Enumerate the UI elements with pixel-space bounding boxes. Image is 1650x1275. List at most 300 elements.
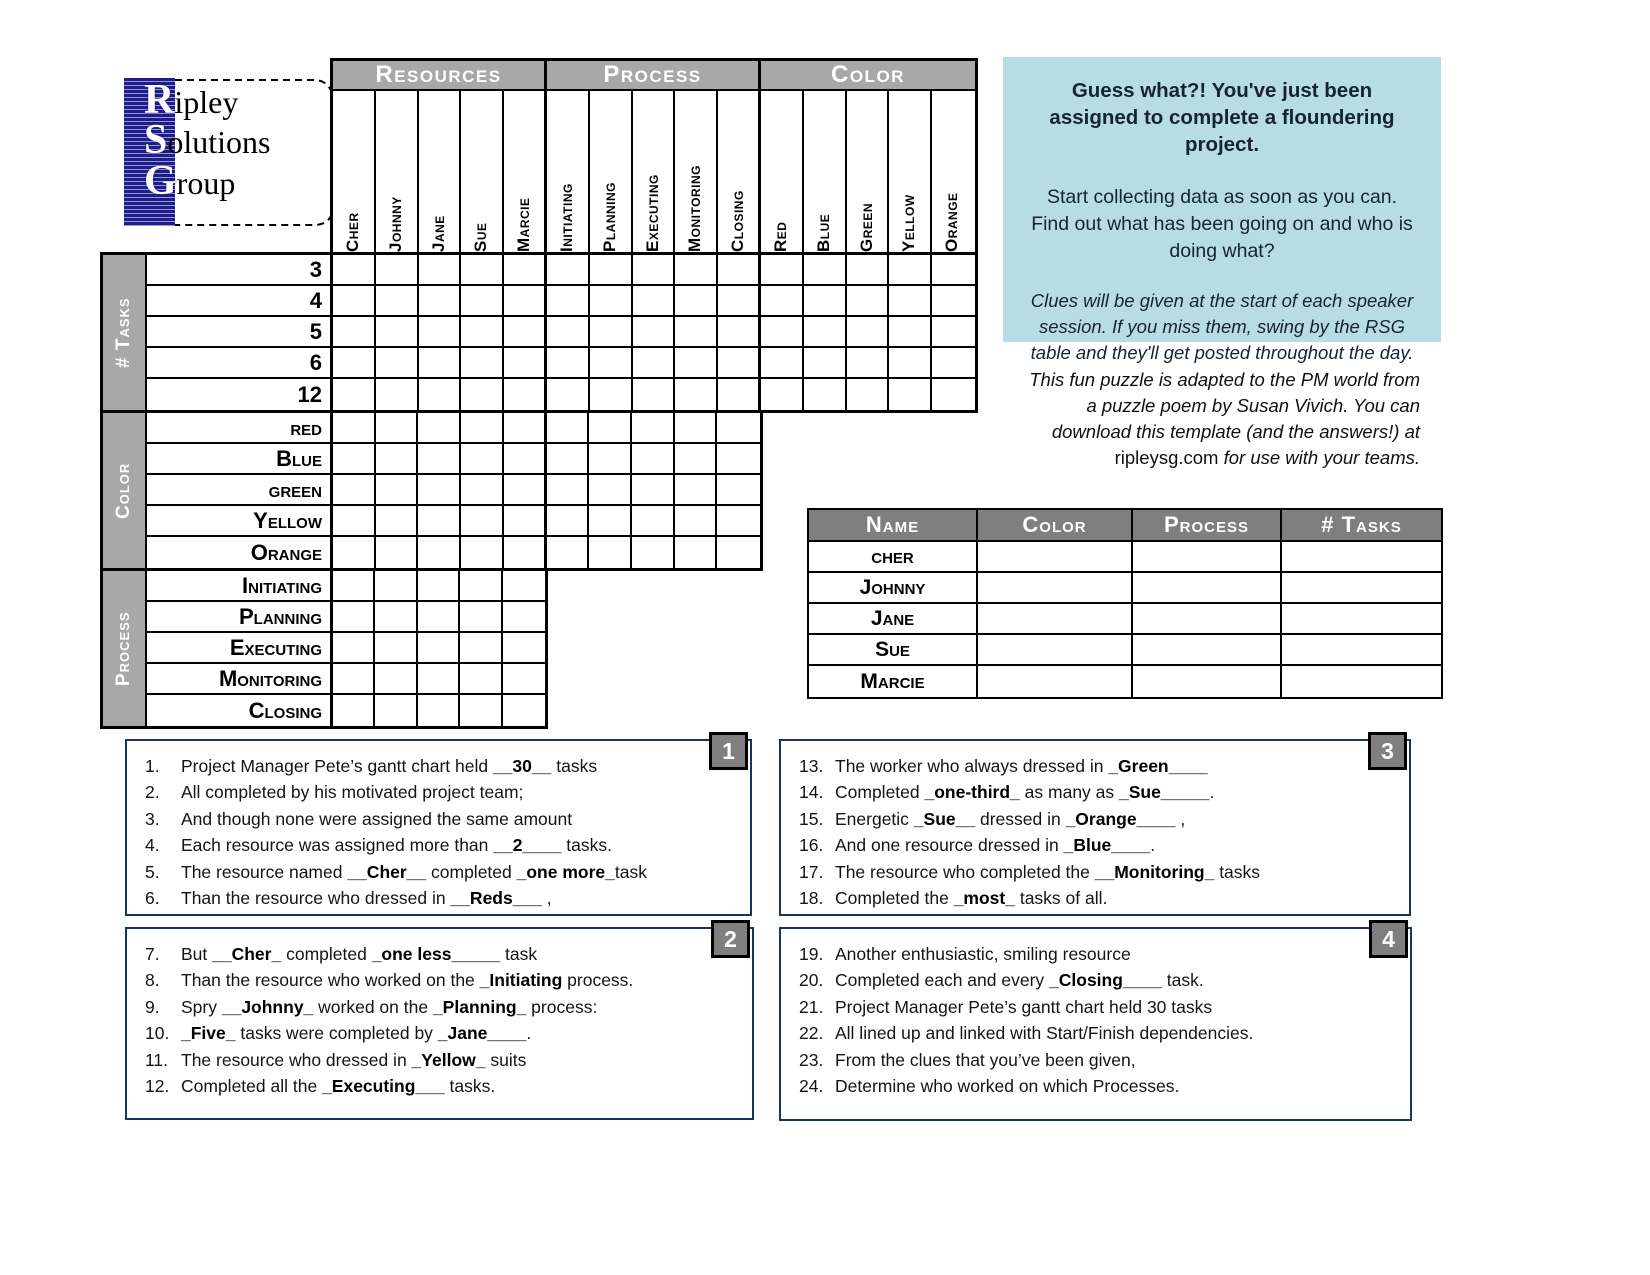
clue-number: 23. bbox=[799, 1049, 824, 1070]
grid-cell[interactable] bbox=[333, 633, 375, 664]
grid-cell[interactable] bbox=[590, 286, 633, 317]
row-label-green: green bbox=[147, 475, 333, 506]
column-label-green bbox=[847, 91, 890, 252]
table-header-name: Name bbox=[809, 510, 978, 542]
row-group-label-tasks bbox=[103, 255, 147, 410]
clue-number: 11. bbox=[145, 1049, 169, 1070]
grid-cell[interactable] bbox=[461, 317, 504, 348]
grid-cell[interactable] bbox=[503, 602, 545, 633]
clue-text: Completed each and every _Closing____ task. bbox=[835, 970, 1204, 991]
clue-line bbox=[145, 779, 740, 805]
clue-text: All lined up and linked with Start/Finish dependencies. bbox=[835, 1023, 1254, 1044]
answer-cell[interactable] bbox=[1133, 542, 1282, 573]
grid-cell[interactable] bbox=[589, 444, 632, 475]
grid-cell[interactable] bbox=[547, 317, 590, 348]
grid-cell[interactable] bbox=[804, 348, 847, 379]
grid-cell[interactable] bbox=[675, 255, 718, 286]
grid-cell[interactable] bbox=[633, 286, 676, 317]
grid-cell[interactable] bbox=[632, 413, 675, 444]
grid-cell[interactable] bbox=[333, 602, 375, 633]
grid-cell[interactable] bbox=[589, 475, 632, 506]
row-label-4: 4 bbox=[147, 286, 333, 317]
grid-cell[interactable] bbox=[504, 413, 547, 444]
clue-box-3 bbox=[779, 739, 1411, 916]
grid-cell[interactable] bbox=[717, 444, 760, 475]
grid-cell[interactable] bbox=[675, 317, 718, 348]
clue-line bbox=[145, 941, 742, 967]
grid-cell[interactable] bbox=[718, 379, 761, 410]
grid-cell[interactable] bbox=[718, 317, 761, 348]
column-label-text: Sue bbox=[471, 222, 491, 252]
clue-text: Completed _one-third_ as many as _Sue_____. bbox=[835, 782, 1215, 803]
credits-suffix: for use with your teams. bbox=[1218, 447, 1420, 468]
column-label-text: Executing bbox=[642, 174, 662, 252]
grid-cell[interactable] bbox=[717, 537, 760, 568]
grid-cell[interactable] bbox=[375, 633, 417, 664]
clue-line bbox=[145, 1020, 742, 1046]
clue-number: 24. bbox=[799, 1076, 824, 1097]
clue-number: 20. bbox=[799, 970, 824, 991]
row-label-executing: Executing bbox=[147, 633, 333, 664]
clue-box-number-badge: 4 bbox=[1369, 920, 1408, 958]
clue-box-1 bbox=[125, 739, 752, 916]
grid-cell[interactable] bbox=[376, 379, 419, 410]
grid-cell[interactable] bbox=[632, 444, 675, 475]
clue-box-2 bbox=[125, 927, 754, 1120]
clue-line bbox=[799, 779, 1399, 805]
answer-cell[interactable] bbox=[1282, 666, 1441, 697]
clue-number: 12. bbox=[145, 1076, 170, 1097]
clue-number: 2. bbox=[145, 782, 160, 803]
clue-number: 4. bbox=[145, 835, 160, 856]
grid-cell[interactable] bbox=[761, 317, 804, 348]
grid-cell[interactable] bbox=[460, 571, 502, 602]
grid-cell[interactable] bbox=[889, 348, 932, 379]
logo-word-rest: olutions bbox=[167, 124, 271, 160]
row-label-blue: Blue bbox=[147, 444, 333, 475]
grid-cell[interactable] bbox=[633, 379, 676, 410]
clue-text: Than the resource who dressed in __Reds___ , bbox=[181, 888, 552, 909]
clue-number: 15. bbox=[799, 808, 824, 829]
clue-text: The worker who always dressed in _Green____ bbox=[835, 756, 1208, 776]
column-label-sue bbox=[461, 91, 504, 252]
grid-cell[interactable] bbox=[547, 413, 590, 444]
clue-number: 10. bbox=[145, 1023, 170, 1044]
grid-cell[interactable] bbox=[504, 348, 547, 379]
grid-cell[interactable] bbox=[547, 379, 590, 410]
grid-cell[interactable] bbox=[460, 633, 502, 664]
grid-cell[interactable] bbox=[376, 537, 419, 568]
grid-cell[interactable] bbox=[418, 602, 460, 633]
answer-cell[interactable] bbox=[978, 573, 1133, 604]
grid-cell[interactable] bbox=[547, 506, 590, 537]
row-group-label-color bbox=[103, 413, 147, 568]
grid-cell[interactable] bbox=[847, 379, 890, 410]
clue-number: 7. bbox=[145, 944, 160, 964]
grid-cell[interactable] bbox=[418, 475, 461, 506]
grid-cell[interactable] bbox=[804, 379, 847, 410]
row-label-planning: Planning bbox=[147, 602, 333, 633]
grid-cell[interactable] bbox=[375, 571, 417, 602]
row-group-label-text: Process bbox=[113, 611, 134, 686]
grid-cell[interactable] bbox=[461, 506, 504, 537]
clue-text: Each resource was assigned more than __2____ tasks. bbox=[181, 835, 612, 856]
grid-cell[interactable] bbox=[633, 317, 676, 348]
grid-cell[interactable] bbox=[333, 348, 376, 379]
grid-cell[interactable] bbox=[461, 379, 504, 410]
clue-text: Project Manager Pete’s gantt chart held __30__ tasks bbox=[181, 756, 598, 776]
table-name-jane: Jane bbox=[809, 604, 978, 635]
table-name-marcie: Marcie bbox=[809, 666, 978, 697]
column-label-johnny bbox=[376, 91, 419, 252]
grid-cell[interactable] bbox=[419, 348, 462, 379]
table-name-sue: Sue bbox=[809, 635, 978, 666]
answer-cell[interactable] bbox=[978, 666, 1133, 697]
grid-cell[interactable] bbox=[718, 255, 761, 286]
answer-cell[interactable] bbox=[978, 542, 1133, 573]
grid-cell[interactable] bbox=[333, 286, 376, 317]
grid-cell[interactable] bbox=[503, 664, 545, 695]
grid-cell[interactable] bbox=[376, 286, 419, 317]
grid-cell[interactable] bbox=[761, 255, 804, 286]
grid-cell[interactable] bbox=[590, 379, 633, 410]
clue-line bbox=[799, 1073, 1400, 1099]
grid-cell[interactable] bbox=[675, 413, 718, 444]
grid-cell[interactable] bbox=[847, 255, 890, 286]
column-label-text: Jane bbox=[428, 215, 448, 252]
grid-cell[interactable] bbox=[503, 695, 545, 726]
grid-cell[interactable] bbox=[718, 348, 761, 379]
clue-box-number-badge: 2 bbox=[711, 920, 750, 958]
clue-text: The resource named __Cher__ completed _one more_task bbox=[181, 861, 647, 882]
column-label-closing bbox=[718, 91, 761, 252]
grid-cell[interactable] bbox=[889, 286, 932, 317]
grid-cell[interactable] bbox=[589, 537, 632, 568]
column-label-executing bbox=[633, 91, 676, 252]
clue-line bbox=[145, 885, 740, 911]
grid-cell[interactable] bbox=[504, 537, 547, 568]
grid-cell[interactable] bbox=[717, 506, 760, 537]
grid-cell[interactable] bbox=[675, 379, 718, 410]
column-label-text: Planning bbox=[599, 181, 619, 252]
table-header-color: Color bbox=[978, 510, 1133, 542]
grid-cell[interactable] bbox=[419, 255, 462, 286]
grid-cell[interactable] bbox=[418, 633, 460, 664]
table-name-cher: cher bbox=[809, 542, 978, 573]
grid-cell[interactable] bbox=[717, 475, 760, 506]
grid-cell[interactable] bbox=[547, 444, 590, 475]
grid-cell[interactable] bbox=[632, 475, 675, 506]
grid-cell[interactable] bbox=[333, 317, 376, 348]
clue-line bbox=[799, 832, 1399, 858]
grid-cell[interactable] bbox=[376, 317, 419, 348]
logo-initial: G bbox=[144, 158, 177, 204]
logo-initial: R bbox=[144, 77, 175, 123]
clue-number: 8. bbox=[145, 970, 160, 991]
grid-cell[interactable] bbox=[547, 255, 590, 286]
grid-cell[interactable] bbox=[461, 413, 504, 444]
clue-line bbox=[145, 1073, 742, 1099]
grid-cell[interactable] bbox=[461, 286, 504, 317]
grid-cell[interactable] bbox=[461, 444, 504, 475]
grid-cell[interactable] bbox=[419, 379, 462, 410]
clue-line bbox=[145, 806, 740, 832]
column-label-monitoring bbox=[675, 91, 718, 252]
row-label-yellow: Yellow bbox=[147, 506, 333, 537]
clue-number: 3. bbox=[145, 808, 160, 829]
grid-cell[interactable] bbox=[804, 286, 847, 317]
puzzle-band-color bbox=[100, 410, 763, 571]
grid-cell[interactable] bbox=[675, 475, 718, 506]
grid-cell[interactable] bbox=[376, 413, 419, 444]
grid-cell[interactable] bbox=[590, 348, 633, 379]
column-label-cher bbox=[333, 91, 376, 252]
grid-cell[interactable] bbox=[889, 379, 932, 410]
puzzle-band-tasks bbox=[100, 252, 978, 413]
answer-cell[interactable] bbox=[1282, 604, 1441, 635]
grid-cell[interactable] bbox=[460, 602, 502, 633]
grid-cell[interactable] bbox=[633, 348, 676, 379]
column-label-text: Blue bbox=[813, 213, 833, 252]
row-label-red: red bbox=[147, 413, 333, 444]
grid-cell[interactable] bbox=[419, 286, 462, 317]
clue-line bbox=[799, 1047, 1400, 1073]
grid-cell[interactable] bbox=[333, 506, 376, 537]
clue-text: All completed by his motivated project team; bbox=[181, 782, 524, 803]
grid-cell[interactable] bbox=[460, 664, 502, 695]
grid-cell[interactable] bbox=[418, 413, 461, 444]
grid-cell[interactable] bbox=[375, 602, 417, 633]
clue-box-number-badge: 3 bbox=[1368, 732, 1407, 770]
grid-cell[interactable] bbox=[804, 317, 847, 348]
grid-cell[interactable] bbox=[761, 286, 804, 317]
column-group-header-process: Process bbox=[547, 61, 761, 91]
info-box-body: Start collecting data as soon as you can. Find out what has been going on and who is doing what? bbox=[1031, 186, 1413, 262]
grid-cell[interactable] bbox=[589, 506, 632, 537]
clue-line bbox=[799, 967, 1400, 993]
clue-number: 21. bbox=[799, 996, 824, 1017]
column-label-text: Initiating bbox=[556, 183, 576, 252]
grid-cell[interactable] bbox=[761, 348, 804, 379]
answer-cell[interactable] bbox=[1282, 542, 1441, 573]
clue-line bbox=[145, 994, 742, 1020]
puzzle-band-process bbox=[100, 568, 548, 729]
grid-cell[interactable] bbox=[718, 286, 761, 317]
grid-cell[interactable] bbox=[504, 444, 547, 475]
grid-cell[interactable] bbox=[589, 413, 632, 444]
column-label-text: Johnny bbox=[385, 196, 405, 252]
grid-cell[interactable] bbox=[932, 348, 975, 379]
logo-initial: S bbox=[144, 117, 168, 163]
row-label-5: 5 bbox=[147, 317, 333, 348]
grid-cell[interactable] bbox=[675, 537, 718, 568]
grid-cell[interactable] bbox=[376, 255, 419, 286]
grid-cell[interactable] bbox=[418, 664, 460, 695]
grid-cell[interactable] bbox=[889, 255, 932, 286]
grid-cell[interactable] bbox=[418, 444, 461, 475]
grid-cell[interactable] bbox=[504, 475, 547, 506]
grid-cell[interactable] bbox=[461, 255, 504, 286]
credits-italic: This fun puzzle is adapted to the PM world from a puzzle poem by Susan Vivich. You can download this template (and the answers!) at bbox=[1029, 369, 1420, 442]
grid-cell[interactable] bbox=[504, 317, 547, 348]
credits-text bbox=[1016, 367, 1420, 471]
grid-cell[interactable] bbox=[376, 475, 419, 506]
answer-table bbox=[807, 508, 1443, 699]
clue-line bbox=[145, 859, 740, 885]
clue-text: The resource who completed the __Monitoring_ tasks bbox=[835, 861, 1261, 882]
row-group-label-text: Color bbox=[113, 462, 134, 519]
grid-cell[interactable] bbox=[932, 317, 975, 348]
column-group-header-color: Color bbox=[761, 61, 975, 91]
row-group-label-process bbox=[103, 571, 147, 726]
clue-number: 17. bbox=[799, 861, 824, 882]
column-label-red bbox=[761, 91, 804, 252]
clue-number: 18. bbox=[799, 888, 824, 909]
clue-text: And though none were assigned the same amount bbox=[181, 808, 573, 829]
grid-cell[interactable] bbox=[547, 537, 590, 568]
grid-cell[interactable] bbox=[504, 286, 547, 317]
grid-cell[interactable] bbox=[590, 255, 633, 286]
answer-cell[interactable] bbox=[1282, 573, 1441, 604]
column-label-text: Marcie bbox=[514, 197, 534, 252]
row-label-12: 12 bbox=[147, 379, 333, 410]
column-label-text: Red bbox=[770, 221, 790, 252]
grid-cell[interactable] bbox=[418, 506, 461, 537]
grid-cell[interactable] bbox=[333, 537, 376, 568]
grid-cell[interactable] bbox=[633, 255, 676, 286]
grid-cell[interactable] bbox=[504, 255, 547, 286]
grid-cell[interactable] bbox=[376, 348, 419, 379]
grid-cell[interactable] bbox=[461, 348, 504, 379]
grid-cell[interactable] bbox=[717, 413, 760, 444]
clue-text: _Five_ tasks were completed by _Jane____. bbox=[181, 1023, 532, 1044]
puzzle-grid-column-headers bbox=[330, 58, 978, 255]
row-label-3: 3 bbox=[147, 255, 333, 286]
row-label-monitoring: Monitoring bbox=[147, 664, 333, 695]
grid-cell[interactable] bbox=[932, 255, 975, 286]
column-label-text: Yellow bbox=[899, 194, 919, 252]
grid-cell[interactable] bbox=[675, 444, 718, 475]
column-label-planning bbox=[590, 91, 633, 252]
grid-cell[interactable] bbox=[376, 506, 419, 537]
info-box-heading: Guess what?! You've just been assigned to complete a floundering project. bbox=[1049, 79, 1395, 156]
grid-cell[interactable] bbox=[847, 348, 890, 379]
grid-cell[interactable] bbox=[804, 255, 847, 286]
column-label-orange bbox=[932, 91, 975, 252]
clue-number: 9. bbox=[145, 996, 160, 1017]
grid-cell[interactable] bbox=[547, 348, 590, 379]
grid-cell[interactable] bbox=[333, 444, 376, 475]
grid-cell[interactable] bbox=[375, 664, 417, 695]
answer-cell[interactable] bbox=[1133, 666, 1282, 697]
grid-cell[interactable] bbox=[932, 286, 975, 317]
clue-text: And one resource dressed in _Blue____. bbox=[835, 835, 1156, 856]
grid-cell[interactable] bbox=[504, 506, 547, 537]
grid-cell[interactable] bbox=[547, 286, 590, 317]
answer-cell[interactable] bbox=[1133, 635, 1282, 666]
clue-line bbox=[799, 941, 1400, 967]
clue-number: 14. bbox=[799, 782, 824, 803]
row-label-closing: Closing bbox=[147, 695, 333, 726]
grid-cell[interactable] bbox=[333, 475, 376, 506]
column-label-text: Closing bbox=[728, 190, 748, 252]
clue-box-number-badge: 1 bbox=[709, 732, 748, 770]
column-label-marcie bbox=[504, 91, 547, 252]
grid-cell[interactable] bbox=[675, 348, 718, 379]
grid-cell[interactable] bbox=[460, 695, 502, 726]
grid-cell[interactable] bbox=[761, 379, 804, 410]
grid-cell[interactable] bbox=[632, 537, 675, 568]
grid-cell[interactable] bbox=[547, 475, 590, 506]
grid-cell[interactable] bbox=[503, 571, 545, 602]
clue-number: 19. bbox=[799, 944, 824, 964]
grid-cell[interactable] bbox=[333, 664, 375, 695]
clue-text: Completed the _most_ tasks of all. bbox=[835, 888, 1108, 909]
grid-cell[interactable] bbox=[333, 695, 375, 726]
grid-cell[interactable] bbox=[461, 475, 504, 506]
grid-cell[interactable] bbox=[675, 286, 718, 317]
column-label-initiating bbox=[547, 91, 590, 252]
clue-text: Project Manager Pete’s gantt chart held 30 tasks bbox=[835, 996, 1213, 1017]
clue-number: 13. bbox=[799, 756, 824, 776]
grid-cell[interactable] bbox=[333, 379, 376, 410]
grid-cell[interactable] bbox=[504, 379, 547, 410]
answer-cell[interactable] bbox=[978, 604, 1133, 635]
clue-text: Completed all the _Executing___ tasks. bbox=[181, 1076, 496, 1097]
table-header-tasks: # Tasks bbox=[1282, 510, 1441, 542]
answer-cell[interactable] bbox=[978, 635, 1133, 666]
answer-cell[interactable] bbox=[1133, 604, 1282, 635]
grid-cell[interactable] bbox=[418, 695, 460, 726]
grid-cell[interactable] bbox=[889, 317, 932, 348]
grid-cell[interactable] bbox=[418, 537, 461, 568]
grid-cell[interactable] bbox=[419, 317, 462, 348]
clue-number: 1. bbox=[145, 756, 160, 776]
clue-number: 5. bbox=[145, 861, 160, 882]
grid-cell[interactable] bbox=[333, 255, 376, 286]
clue-line bbox=[799, 806, 1399, 832]
grid-cell[interactable] bbox=[375, 695, 417, 726]
grid-cell[interactable] bbox=[418, 571, 460, 602]
credits-site: ripleysg.com bbox=[1114, 447, 1219, 468]
table-name-johnny: Johnny bbox=[809, 573, 978, 604]
grid-cell[interactable] bbox=[376, 444, 419, 475]
grid-cell[interactable] bbox=[461, 537, 504, 568]
clue-number: 16. bbox=[799, 835, 824, 856]
clue-line bbox=[799, 1020, 1400, 1046]
answer-cell[interactable] bbox=[1133, 573, 1282, 604]
grid-cell[interactable] bbox=[932, 379, 975, 410]
grid-cell[interactable] bbox=[333, 571, 375, 602]
grid-cell[interactable] bbox=[847, 286, 890, 317]
clue-text: The resource who dressed in _Yellow_ suits bbox=[181, 1049, 527, 1070]
column-label-yellow bbox=[889, 91, 932, 252]
column-label-text: Green bbox=[856, 202, 876, 252]
clue-line bbox=[799, 885, 1399, 911]
row-label-initiating: Initiating bbox=[147, 571, 333, 602]
grid-cell[interactable] bbox=[503, 633, 545, 664]
column-label-jane bbox=[419, 91, 462, 252]
grid-cell[interactable] bbox=[333, 413, 376, 444]
grid-cell[interactable] bbox=[675, 506, 718, 537]
grid-cell[interactable] bbox=[847, 317, 890, 348]
clue-line bbox=[799, 859, 1399, 885]
grid-cell[interactable] bbox=[632, 506, 675, 537]
logo-word-rest: ipley bbox=[174, 84, 239, 120]
grid-cell[interactable] bbox=[590, 317, 633, 348]
row-label-orange: Orange bbox=[147, 537, 333, 568]
answer-cell[interactable] bbox=[1282, 635, 1441, 666]
